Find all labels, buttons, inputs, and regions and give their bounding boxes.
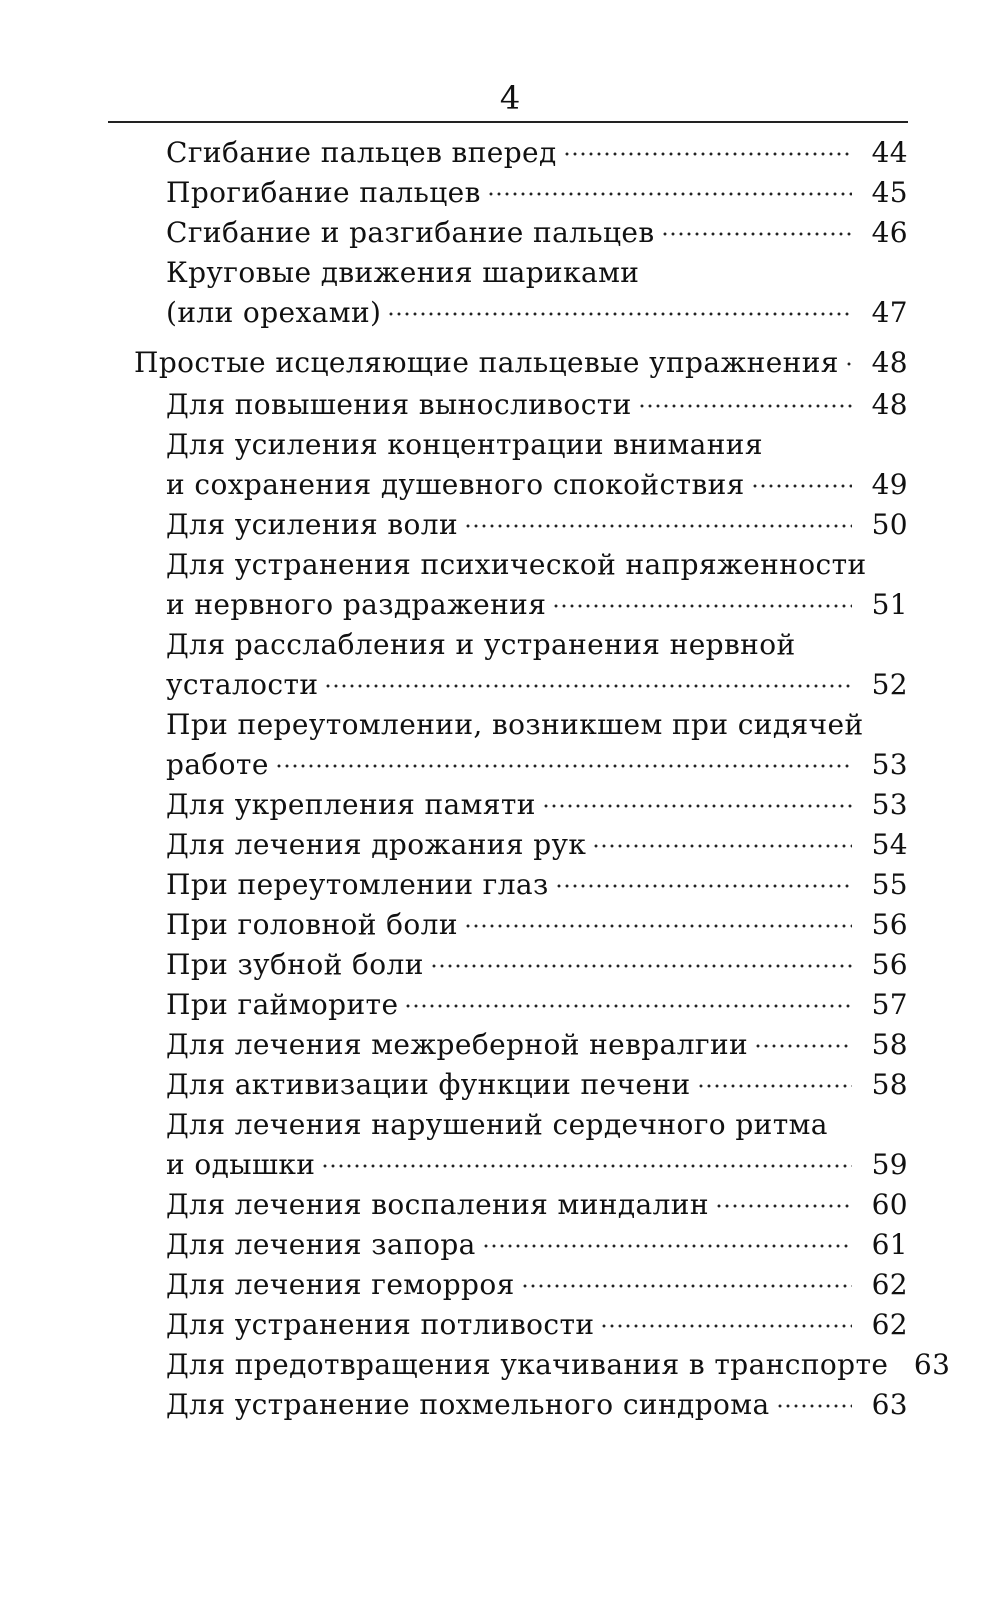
dot-leader: [661, 220, 852, 248]
toc-entry-page-number: 57: [871, 988, 908, 1021]
toc-entry-title: При переутомлении глаз: [166, 868, 549, 901]
toc-entry-line: [166, 213, 908, 253]
toc-entry-title: Для устранение похмельного синдрома: [166, 1388, 770, 1421]
toc-entry-page-number: 63: [913, 1348, 951, 1381]
toc-entry-page-number: 48: [871, 346, 908, 379]
dot-leader: [404, 992, 852, 1020]
toc-entry-title: Для укрепления памяти: [166, 788, 536, 821]
toc-entry-title: (или орехами): [166, 296, 382, 329]
toc-entry-page-number: 55: [871, 868, 908, 901]
toc-entry-line: [166, 1185, 908, 1225]
toc-entry-title: Сгибание и разгибание пальцев: [166, 216, 655, 249]
toc-entry-page-number: 60: [871, 1188, 908, 1221]
toc-entry: [134, 1065, 908, 1105]
toc-entry-title: и нервного раздражения: [166, 588, 547, 621]
dot-leader: [464, 512, 852, 540]
toc-entry-title: Для устранения потливости: [166, 1308, 595, 1341]
toc-entry-page-number: 53: [871, 748, 908, 781]
dot-leader: [563, 140, 852, 168]
toc-entry-title: Для лечения дрожания рук: [166, 828, 587, 861]
toc-entry-title: Для лечения межреберной невралгии: [166, 1028, 749, 1061]
dot-leader: [776, 1392, 852, 1420]
toc-entry-page-number: 47: [871, 296, 908, 329]
toc-entry-title-line: Для расслабления и устранения нервной: [166, 628, 796, 661]
toc-entry: [134, 1105, 908, 1185]
toc-entry-page-number: 51: [871, 588, 908, 621]
toc-entry-line: [166, 173, 908, 213]
dot-leader: [754, 1032, 852, 1060]
dot-leader: [430, 952, 852, 980]
toc-entry-line: [166, 1145, 908, 1185]
toc-entry: [134, 1185, 908, 1225]
toc-entry-title: Прогибание пальцев: [166, 176, 481, 209]
toc-entry-page-number: 59: [871, 1148, 908, 1181]
toc-entry-title: Для лечения воспаления миндалин: [166, 1188, 709, 1221]
dot-leader: [482, 1232, 852, 1260]
dot-leader: [464, 912, 852, 940]
toc-entry-title-line: Круговые движения шариками: [166, 256, 640, 289]
toc-entry-page-number: 62: [871, 1268, 908, 1301]
toc-entry: [134, 505, 908, 545]
toc-entry-title: усталости: [166, 668, 319, 701]
toc-entry: [134, 173, 908, 213]
toc-entry: [134, 425, 908, 505]
toc-entry-line: [166, 1065, 908, 1105]
toc-entry: [134, 133, 908, 173]
toc-entry-title-line: Для устранения психической напряженности: [166, 548, 867, 581]
toc-entry-line: [166, 945, 908, 985]
toc-entry: [134, 985, 908, 1025]
toc-entry-title: и одышки: [166, 1148, 316, 1181]
toc-entry-page-number: 52: [871, 668, 908, 701]
toc-entry-page-number: 56: [871, 948, 908, 981]
dot-leader: [387, 300, 852, 328]
dot-leader: [487, 180, 852, 208]
toc-entry-page-number: 63: [871, 1388, 908, 1421]
page-number: 4: [499, 79, 521, 117]
toc-entry: [134, 1385, 908, 1425]
toc-entry-title: Для повышения выносливости: [166, 388, 632, 421]
dot-leader: [324, 672, 852, 700]
toc-entry: [134, 785, 908, 825]
toc-entry-line: [166, 1265, 908, 1305]
dot-leader: [697, 1072, 852, 1100]
dot-leader: [751, 472, 852, 500]
dot-leader: [555, 872, 852, 900]
dot-leader: [600, 1312, 852, 1340]
toc-entry-title-line: Для лечения нарушений сердечного ритма: [166, 1108, 828, 1141]
toc-entry: [134, 1265, 908, 1305]
toc-section-entry: [134, 343, 908, 383]
toc-entry-title: При зубной боли: [166, 948, 424, 981]
toc-entry-title: Сгибание пальцев вперед: [166, 136, 557, 169]
dot-leader: [275, 752, 852, 780]
table-of-contents: [134, 133, 951, 1425]
toc-entry-title: При головной боли: [166, 908, 458, 941]
toc-entry-title: Для лечения геморроя: [166, 1268, 515, 1301]
toc-entry-line: [166, 1385, 908, 1425]
toc-entry-page-number: 49: [871, 468, 908, 501]
toc-entry-page-number: 45: [871, 176, 908, 209]
toc-entry-line: [166, 293, 908, 333]
toc-entry-title: работе: [166, 748, 269, 781]
toc-entry-line: [166, 585, 908, 625]
toc-entry-page-number: 44: [871, 136, 908, 169]
toc-entry-page-number: 56: [871, 908, 908, 941]
dot-leader: [638, 392, 852, 420]
toc-entry-title: Для усиления воли: [166, 508, 459, 541]
toc-entry-line: [166, 465, 908, 505]
dot-leader: [521, 1272, 852, 1300]
toc-entry: [134, 945, 908, 985]
toc-entry-line: [166, 1345, 951, 1385]
toc-entry: [134, 865, 908, 905]
toc-entry: [134, 253, 908, 333]
toc-entry-line: [166, 985, 908, 1025]
toc-entry-line: [166, 785, 908, 825]
toc-entry: [134, 1025, 908, 1065]
toc-entry: [134, 905, 908, 945]
toc-entry-title: и сохранения душевного спокойствия: [166, 468, 745, 501]
toc-entry-page-number: 46: [871, 216, 908, 249]
toc-entry-title: Простые исцеляющие пальцевые упражнения: [134, 346, 839, 379]
toc-entry-line: [166, 865, 908, 905]
toc-entry: [134, 825, 908, 865]
toc-entry-line: [166, 1025, 908, 1065]
toc-entry: [134, 385, 908, 425]
dot-leader: [321, 1152, 852, 1180]
toc-entry-line: [166, 665, 908, 705]
toc-entry-line: [166, 385, 908, 425]
toc-entry-page-number: 50: [871, 508, 908, 541]
toc-entry-page-number: 48: [871, 388, 908, 421]
toc-entry-line: [166, 505, 908, 545]
dot-leader: [552, 592, 852, 620]
toc-entry: [134, 213, 908, 253]
toc-entry-line: [166, 905, 908, 945]
toc-entry: [134, 1305, 908, 1345]
toc-entry-line: [166, 745, 908, 785]
toc-entry-line: [166, 1225, 908, 1265]
toc-entry-page-number: 58: [871, 1028, 908, 1061]
toc-entry-page-number: 54: [871, 828, 908, 861]
toc-entry-page-number: 53: [871, 788, 908, 821]
toc-entry-page-number: 62: [871, 1308, 908, 1341]
toc-entry-line: [134, 343, 908, 383]
toc-entry: [134, 705, 908, 785]
toc-entry: [134, 1345, 951, 1385]
toc-entry-line: [166, 1305, 908, 1345]
toc-entry-page-number: 58: [871, 1068, 908, 1101]
toc-entry-title-line: Для усиления концентрации внимания: [166, 428, 763, 461]
toc-entry-title: Для активизации функции печени: [166, 1068, 691, 1101]
toc-entry: [134, 545, 908, 625]
toc-entry-title: При гайморите: [166, 988, 399, 1021]
toc-entry: [134, 1225, 908, 1265]
dot-leader: [715, 1192, 852, 1220]
toc-entry-page-number: 61: [871, 1228, 908, 1261]
toc-entry-title: Для предотвращения укачивания в транспорте: [166, 1348, 889, 1381]
toc-entry-title: Для лечения запора: [166, 1228, 476, 1261]
header-rule: [108, 121, 908, 123]
dot-leader: [542, 792, 852, 820]
toc-entry: [134, 625, 908, 705]
dot-leader: [845, 350, 852, 378]
toc-entry-line: [166, 133, 908, 173]
dot-leader: [592, 832, 852, 860]
toc-entry-title-line: При переутомлении, возникшем при сидячей: [166, 708, 864, 741]
toc-entry-line: [166, 825, 908, 865]
